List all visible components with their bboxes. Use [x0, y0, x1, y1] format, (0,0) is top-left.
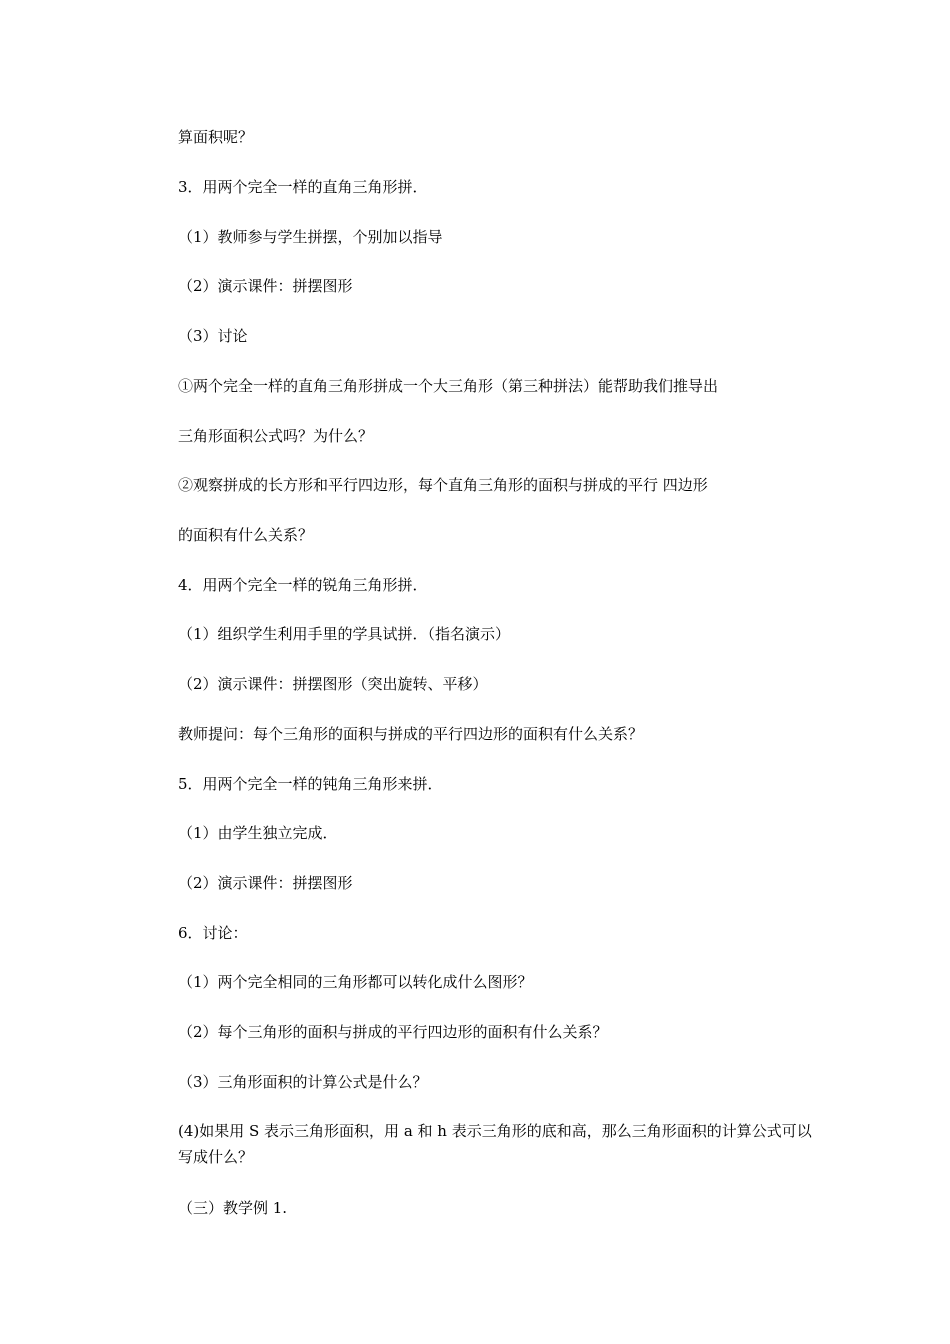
text-line: 3．用两个完全一样的直角三角形拼．: [178, 178, 428, 196]
text-line: 5．用两个完全一样的钝角三角形来拼．: [178, 775, 443, 793]
text-line: 教师提问：每个三角形的面积与拼成的平行四边形的面积有什么关系？: [178, 725, 644, 743]
text-line: ①两个完全一样的直角三角形拼成一个大三角形（第三种拼法）能帮助我们推导出: [178, 377, 719, 395]
text-line: （三）教学例 1.: [178, 1199, 288, 1217]
text-line: （2）演示课件：拼摆图形: [178, 874, 353, 892]
text-line: 的面积有什么关系？: [178, 526, 314, 544]
text-line: （1）由学生独立完成．: [178, 824, 338, 842]
text-line: （1）教师参与学生拼摆，个别加以指导: [178, 228, 443, 246]
text-line: （2）演示课件：拼摆图形: [178, 277, 353, 295]
text-line: 4．用两个完全一样的锐角三角形拼．: [178, 576, 428, 594]
text-line: ②观察拼成的长方形和平行四边形，每个直角三角形的面积与拼成的平行 四边形: [178, 476, 708, 494]
text-line: （3）讨论: [178, 327, 248, 345]
text-line: （2）演示课件：拼摆图形（突出旋转、平移）: [178, 675, 488, 693]
text-line: 6．讨论：: [178, 924, 248, 942]
text-line: （1）两个完全相同的三角形都可以转化成什么图形？: [178, 973, 533, 991]
text-paragraph: (4)如果用 S 表示三角形面积，用 a 和 h 表示三角形的底和高，那么三角形面积的计算公式可以写成什么？: [178, 1122, 812, 1166]
text-line: （2）每个三角形的面积与拼成的平行四边形的面积有什么关系？: [178, 1023, 608, 1041]
text-line: （1）组织学生利用手里的学具试拼．（指名演示）: [178, 625, 511, 643]
text-line: 三角形面积公式吗？为什么？: [178, 427, 374, 445]
text-line: （3）三角形面积的计算公式是什么？: [178, 1073, 428, 1091]
text-line: 算面积呢？: [178, 128, 254, 146]
